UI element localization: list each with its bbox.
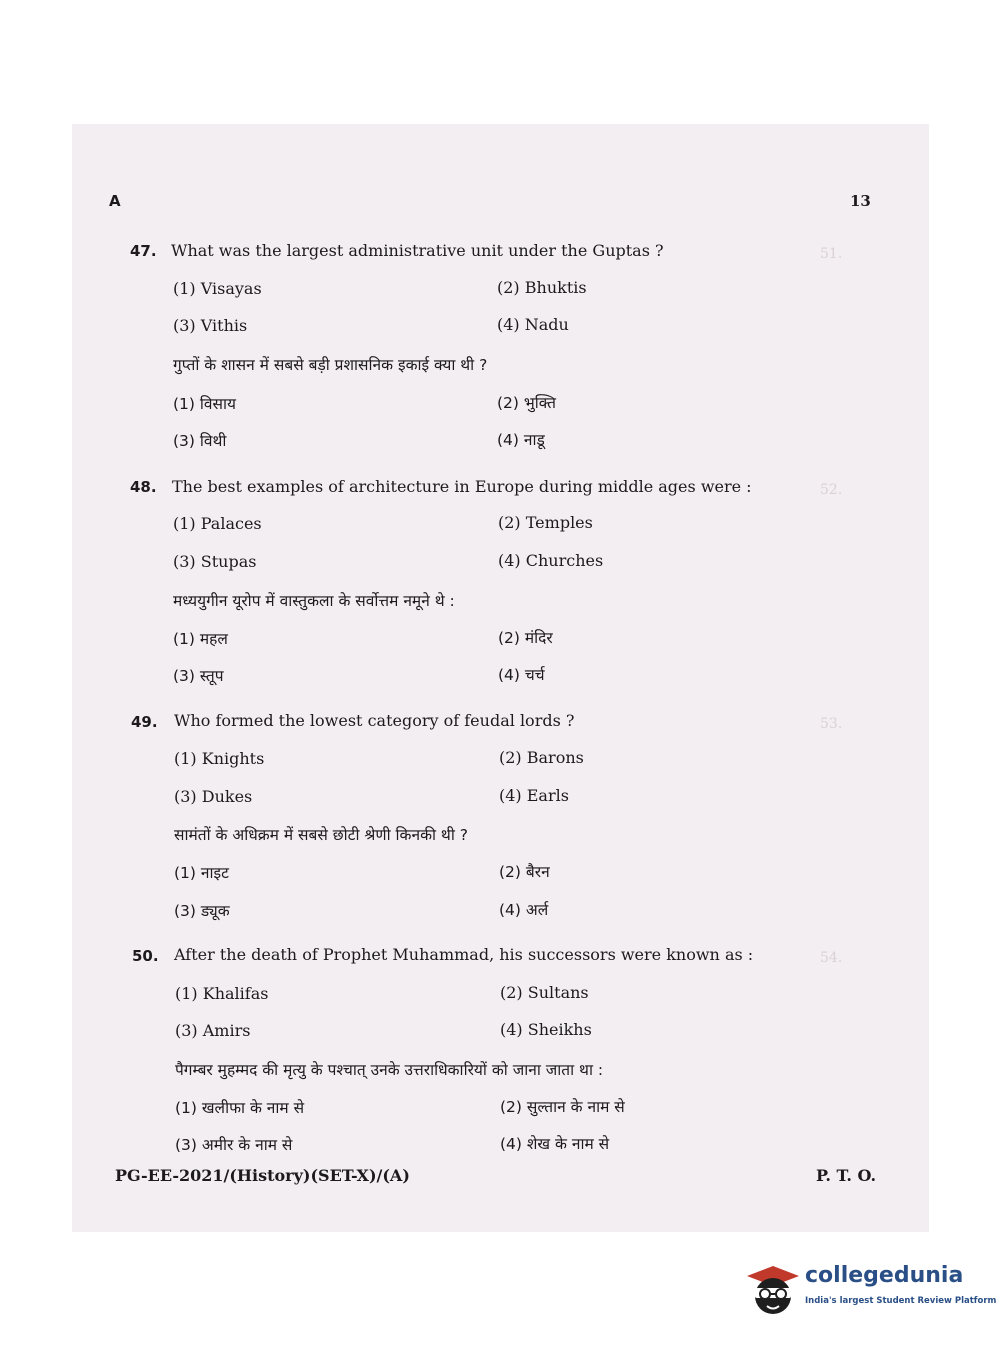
- option-en: (1) Knights: [174, 749, 265, 768]
- option-hi: (2) मंदिर: [498, 629, 553, 647]
- question-text-en: Who formed the lowest category of feudal lords ?: [174, 711, 575, 730]
- option-hi: (1) खलीफा के नाम से: [175, 1099, 305, 1117]
- option-hi: (3) विथी: [173, 432, 227, 450]
- pto-label: P. T. O.: [816, 1166, 877, 1185]
- option-en: (1) Palaces: [173, 514, 262, 533]
- option-hi: (2) सुल्तान के नाम से: [500, 1098, 625, 1116]
- option-hi: (2) भुक्ति: [497, 394, 556, 412]
- option-en: (1) Visayas: [173, 279, 262, 298]
- option-hi: (1) महल: [173, 630, 228, 648]
- question-text-hi: मध्ययुगीन यूरोप में वास्तुकला के सर्वोत्तम नमूने थे :: [173, 592, 455, 610]
- question-text-hi: पैगम्बर मुहम्मद की मृत्यु के पश्चात् उनके उत्तराधिकारियों को जाना जाता था :: [175, 1061, 604, 1079]
- option-hi: (4) शेख के नाम से: [500, 1135, 610, 1153]
- question-number: 49.: [131, 713, 158, 731]
- question-text-en: The best examples of architecture in Europe during middle ages were :: [172, 477, 752, 496]
- option-hi: (1) नाइट: [174, 864, 229, 882]
- page-number: 13: [850, 192, 871, 210]
- bleed-through-text: 54.: [820, 950, 843, 966]
- option-hi: (4) अर्ल: [499, 901, 549, 919]
- bleed-through-text: 51.: [820, 246, 843, 262]
- option-en: (2) Sultans: [500, 983, 589, 1002]
- option-hi: (2) बैरन: [499, 863, 550, 881]
- option-en: (2) Barons: [499, 748, 584, 767]
- question-text-en: After the death of Prophet Muhammad, his successors were known as :: [174, 945, 754, 964]
- option-hi: (4) नाडू: [497, 431, 545, 449]
- option-en: (4) Sheikhs: [500, 1020, 592, 1039]
- set-code: A: [109, 192, 121, 210]
- option-en: (3) Stupas: [173, 552, 257, 571]
- bleed-through-text: 52.: [820, 482, 843, 498]
- option-en: (1) Khalifas: [175, 984, 269, 1003]
- question-number: 47.: [130, 242, 157, 260]
- option-en: (4) Churches: [498, 551, 604, 570]
- option-hi: (3) स्तूप: [173, 667, 224, 685]
- option-en: (2) Temples: [498, 513, 593, 532]
- question-text-hi: सामंतों के अधिक्रम में सबसे छोटी श्रेणी किनकी थी ?: [174, 826, 468, 844]
- option-en: (3) Amirs: [175, 1021, 251, 1040]
- option-hi: (3) ड्यूक: [174, 902, 230, 920]
- brand-tagline: India's largest Student Review Platform: [805, 1296, 997, 1306]
- question-number: 48.: [130, 478, 157, 496]
- question-text-en: What was the largest administrative unit under the Guptas ?: [171, 241, 664, 260]
- paper-code: PG-EE-2021/(History)(SET-X)/(A): [115, 1166, 410, 1185]
- option-hi: (4) चर्च: [498, 666, 545, 684]
- option-en: (4) Nadu: [497, 315, 569, 334]
- option-hi: (3) अमीर के नाम से: [175, 1136, 293, 1154]
- bleed-through-text: 53.: [820, 716, 843, 732]
- option-en: (4) Earls: [499, 786, 569, 805]
- brand-name: collegedunia: [805, 1263, 964, 1288]
- option-en: (3) Vithis: [173, 316, 248, 335]
- option-en: (3) Dukes: [174, 787, 253, 806]
- question-number: 50.: [132, 947, 159, 965]
- option-hi: (1) विसाय: [173, 395, 236, 413]
- question-text-hi: गुप्तों के शासन में सबसे बड़ी प्रशासनिक इकाई क्या थी ?: [173, 356, 488, 374]
- option-en: (2) Bhuktis: [497, 278, 587, 297]
